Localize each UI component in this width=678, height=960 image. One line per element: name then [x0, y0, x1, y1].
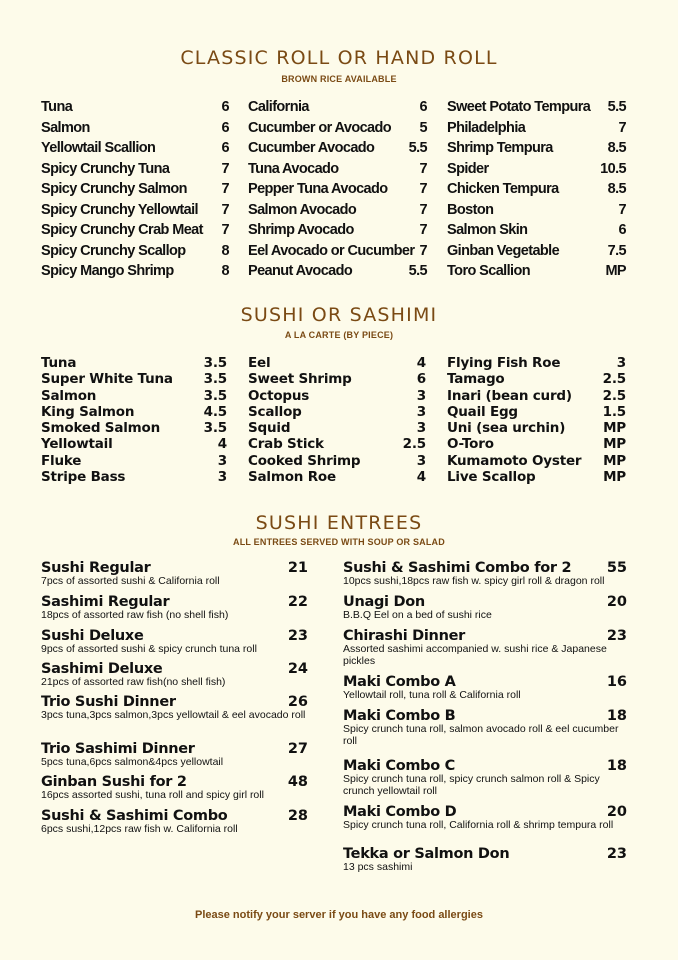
- item-name: Live Scallop: [447, 469, 536, 486]
- menu-item: [248, 469, 426, 485]
- item-name: Spicy Crunchy Yellowtail: [41, 201, 198, 218]
- item-name: Shrimp Avocado: [248, 222, 354, 238]
- entree-description: 18pcs of assorted raw fish (no shell fish): [41, 609, 229, 621]
- entree-description: 9pcs of assorted sushi & spicy crunch tuna roll: [41, 643, 257, 655]
- entree-price: 23: [606, 628, 627, 644]
- menu-item: [41, 99, 229, 120]
- menu-item: [447, 469, 626, 485]
- entrees-subtitle: ALL ENTREES SERVED WITH SOUP OR SALAD: [233, 537, 445, 547]
- menu-item: [447, 453, 626, 469]
- entree-description: Yellowtail roll, tuna roll & California roll: [343, 689, 521, 701]
- entree-item: [343, 628, 627, 667]
- item-name: Spicy Crunchy Scallop: [41, 242, 186, 259]
- entree-name: Maki Combo D: [343, 804, 457, 820]
- entree-name: Trio Sashimi Dinner: [41, 741, 195, 757]
- entree-price: 22: [287, 594, 308, 610]
- item-price: 4: [416, 355, 426, 371]
- item-name: Tuna: [41, 99, 73, 115]
- item-price: 6: [419, 99, 427, 115]
- menu-item: [447, 355, 626, 371]
- item-price: 7: [221, 160, 229, 177]
- menu-item: [447, 161, 626, 182]
- entree-item: [41, 661, 308, 689]
- menu-item: [248, 243, 427, 264]
- menu-item: [41, 263, 229, 284]
- entree-item: [41, 741, 308, 769]
- item-price: 6: [221, 140, 229, 156]
- item-price: 7.5: [607, 242, 626, 259]
- menu-item: [41, 436, 227, 452]
- menu-item: [248, 181, 427, 202]
- item-price: 7: [221, 201, 229, 218]
- item-price: 7: [419, 181, 427, 197]
- entree-name: Unagi Don: [343, 594, 425, 610]
- item-name: Spicy Crunchy Tuna: [41, 160, 170, 177]
- item-price: 4: [217, 436, 227, 453]
- entree-price: 55: [606, 560, 627, 576]
- item-name: Sweet Potato Tempura: [447, 99, 591, 115]
- menu-item: [447, 120, 626, 141]
- rolls-column-1: [41, 99, 229, 284]
- item-price: MP: [603, 420, 626, 437]
- menu-item: [41, 120, 229, 141]
- menu-item: [447, 99, 626, 120]
- entree-description: 6pcs sushi,12pcs raw fish w. California roll: [41, 823, 238, 835]
- entree-name: Sushi Regular: [41, 560, 151, 576]
- item-name: Kumamoto Oyster: [447, 452, 582, 469]
- item-price: 6: [221, 119, 229, 136]
- item-name: Cucumber Avocado: [248, 140, 375, 156]
- entrees-title: SUSHI ENTREES: [255, 512, 423, 534]
- item-name: Super White Tuna: [41, 371, 173, 388]
- menu-item: [447, 371, 626, 387]
- entree-price: 24: [287, 661, 308, 677]
- item-name: California: [248, 99, 309, 115]
- menu-item: [248, 355, 426, 371]
- item-price: 7: [221, 222, 229, 238]
- menu-item: [447, 263, 626, 284]
- item-price: 8.5: [607, 140, 626, 156]
- entree-item: [343, 594, 627, 622]
- entree-description: 7pcs of assorted sushi & California roll: [41, 575, 220, 587]
- entree-price: 18: [606, 708, 627, 724]
- item-name: Toro Scallion: [447, 263, 530, 279]
- entree-item: [41, 694, 308, 722]
- item-name: Sweet Shrimp: [248, 371, 352, 388]
- entree-description: 13 pcs sashimi: [343, 861, 413, 873]
- item-name: Spicy Crunchy Salmon: [41, 181, 187, 197]
- item-name: Salmon: [41, 387, 97, 404]
- rolls-column-3: [447, 99, 626, 284]
- menu-item: [41, 371, 227, 387]
- entree-price: 48: [287, 774, 308, 790]
- item-name: Crab Stick: [248, 436, 324, 453]
- item-price: 6: [618, 222, 626, 238]
- entree-item: [343, 708, 627, 747]
- entree-item: [343, 560, 627, 588]
- entree-item: [41, 594, 308, 622]
- entree-name: Chirashi Dinner: [343, 628, 465, 644]
- item-name: Spicy Crunchy Crab Meat: [41, 222, 203, 238]
- item-price: 10.5: [600, 160, 626, 177]
- menu-item: [41, 469, 227, 485]
- item-name: Cooked Shrimp: [248, 452, 361, 469]
- item-price: 2.5: [602, 387, 626, 404]
- menu-item: [447, 436, 626, 452]
- menu-item: [447, 404, 626, 420]
- item-name: Squid: [248, 420, 291, 437]
- item-price: 2.5: [402, 436, 426, 453]
- item-name: Peanut Avocado: [248, 263, 353, 279]
- item-name: Smoked Salmon: [41, 420, 161, 437]
- item-price: 5.5: [607, 99, 626, 115]
- menu-item: [447, 181, 626, 202]
- menu-item: [248, 453, 426, 469]
- allergy-notice: Please notify your server if you have any food allergies: [195, 909, 483, 921]
- item-price: 6: [221, 99, 229, 115]
- item-name: Spicy Mango Shrimp: [41, 263, 174, 279]
- menu-item: [41, 420, 227, 436]
- item-price: 3.5: [203, 355, 227, 371]
- entree-item: [41, 560, 308, 588]
- menu-item: [248, 120, 427, 141]
- item-name: Eel: [248, 355, 271, 371]
- item-price: 3.5: [203, 387, 227, 404]
- item-name: Spider: [447, 160, 489, 177]
- entree-price: 28: [287, 808, 308, 824]
- item-price: MP: [603, 452, 626, 469]
- item-price: MP: [603, 469, 626, 486]
- entree-price: 23: [287, 628, 308, 644]
- entree-price: 21: [287, 560, 308, 576]
- entree-description: 10pcs sushi,18pcs raw fish w. spicy girl roll & dragon roll: [343, 575, 605, 587]
- menu-item: [447, 243, 626, 264]
- entree-description: 16pcs assorted sushi, tuna roll and spicy girl roll: [41, 789, 264, 801]
- item-price: 5.5: [408, 140, 427, 156]
- entree-name: Tekka or Salmon Don: [343, 846, 510, 862]
- entree-description: Spicy crunch tuna roll, salmon avocado roll & eel cucumber roll: [343, 723, 619, 747]
- entree-name: Maki Combo B: [343, 708, 456, 724]
- item-price: 7: [419, 160, 427, 177]
- menu-item: [248, 161, 427, 182]
- item-name: Fluke: [41, 452, 82, 469]
- entree-description: Spicy crunch tuna roll, California roll & shrimp tempura roll: [343, 819, 614, 831]
- item-price: 7: [221, 181, 229, 197]
- entree-price: 16: [606, 674, 627, 690]
- item-name: King Salmon: [41, 403, 135, 420]
- menu-item: [248, 263, 427, 284]
- entree-item: [41, 628, 308, 656]
- item-name: Pepper Tuna Avocado: [248, 181, 388, 197]
- item-price: 4.5: [203, 403, 227, 420]
- item-price: 8: [221, 242, 229, 259]
- entree-price: 26: [287, 694, 308, 710]
- entree-price: 23: [606, 846, 627, 862]
- menu-item: [41, 355, 227, 371]
- entree-price: 27: [287, 741, 308, 757]
- entree-name: Trio Sushi Dinner: [41, 694, 176, 710]
- entree-price: 20: [606, 594, 627, 610]
- menu-item: [41, 453, 227, 469]
- sashimi-column-2: [248, 355, 426, 485]
- item-name: Salmon Avocado: [248, 201, 357, 218]
- menu-item: [41, 181, 229, 202]
- item-name: Quail Egg: [447, 403, 518, 420]
- item-price: MP: [605, 263, 626, 279]
- item-name: Cucumber or Avocado: [248, 119, 392, 136]
- rolls-subtitle: BROWN RICE AVAILABLE: [281, 74, 397, 84]
- entree-item: [343, 674, 627, 702]
- entree-description: B.B.Q Eel on a bed of sushi rice: [343, 609, 492, 621]
- item-name: Chicken Tempura: [447, 181, 559, 197]
- item-price: 3: [217, 452, 227, 469]
- item-name: Salmon: [41, 119, 90, 136]
- item-name: O-Toro: [447, 436, 494, 453]
- menu-item: [248, 404, 426, 420]
- rolls-title: CLASSIC ROLL OR HAND ROLL: [180, 47, 498, 69]
- menu-item: [248, 99, 427, 120]
- item-price: 3: [416, 420, 426, 437]
- item-name: Flying Fish Roe: [447, 355, 561, 371]
- item-name: Tuna Avocado: [248, 160, 339, 177]
- entree-description: 5pcs tuna,6pcs salmon&4pcs yellowtail: [41, 756, 224, 768]
- item-price: 7: [419, 242, 427, 259]
- item-name: Eel Avocado or Cucumber: [248, 242, 415, 259]
- item-name: Octopus: [248, 387, 310, 404]
- item-name: Tamago: [447, 371, 505, 388]
- entree-description: 21pcs of assorted raw fish(no shell fish): [41, 676, 226, 688]
- entree-name: Sushi Deluxe: [41, 628, 144, 644]
- menu-item: [447, 388, 626, 404]
- item-price: 6: [416, 371, 426, 388]
- menu-item: [447, 140, 626, 161]
- item-price: 5: [419, 119, 427, 136]
- item-name: Uni (sea urchin): [447, 420, 566, 437]
- sashimi-column-3: [447, 355, 626, 485]
- item-price: 7: [419, 201, 427, 218]
- entree-description: 3pcs tuna,3pcs salmon,3pcs yellowtail & eel avocado roll: [41, 709, 306, 721]
- entree-item: [343, 846, 627, 874]
- menu-item: [248, 388, 426, 404]
- item-price: 7: [419, 222, 427, 238]
- menu-item: [41, 161, 229, 182]
- sashimi-title: SUSHI OR SASHIMI: [240, 304, 438, 326]
- item-name: Salmon Roe: [248, 469, 336, 486]
- entree-name: Ginban Sushi for 2: [41, 774, 187, 790]
- sashimi-subtitle: A LA CARTE (BY PIECE): [284, 330, 394, 340]
- entree-name: Maki Combo C: [343, 758, 456, 774]
- item-price: 3: [416, 387, 426, 404]
- item-price: 2.5: [602, 371, 626, 388]
- item-price: 3.5: [203, 420, 227, 437]
- item-name: Boston: [447, 201, 494, 218]
- item-name: Scallop: [248, 403, 302, 420]
- item-name: Yellowtail Scallion: [41, 140, 156, 156]
- item-price: 8.5: [607, 181, 626, 197]
- sashimi-column-1: [41, 355, 227, 485]
- entree-item: [41, 808, 308, 836]
- menu-item: [447, 420, 626, 436]
- entree-price: 20: [606, 804, 627, 820]
- item-price: 5.5: [408, 263, 427, 279]
- item-name: Inari (bean curd): [447, 387, 572, 404]
- item-price: 1.5: [602, 403, 626, 420]
- item-name: Philadelphia: [447, 119, 526, 136]
- item-name: Shrimp Tempura: [447, 140, 553, 156]
- menu-item: [248, 436, 426, 452]
- entree-description: Assorted sashimi accompanied w. sushi rice & Japanese pickles: [343, 643, 607, 667]
- item-price: 4: [416, 469, 426, 486]
- menu-item: [447, 202, 626, 223]
- menu-item: [447, 222, 626, 243]
- menu-item: [41, 243, 229, 264]
- entree-description: Spicy crunch tuna roll, spicy crunch salmon roll & Spicy crunch yellowtail roll: [343, 773, 600, 797]
- item-price: MP: [603, 436, 626, 453]
- menu-item: [41, 140, 229, 161]
- menu-item: [248, 140, 427, 161]
- item-price: 3: [616, 355, 626, 371]
- item-name: Ginban Vegetable: [447, 242, 560, 259]
- item-name: Salmon Skin: [447, 222, 528, 238]
- menu-item: [41, 202, 229, 223]
- item-name: Yellowtail: [41, 436, 113, 453]
- item-price: 3.5: [203, 371, 227, 388]
- menu-item: [41, 388, 227, 404]
- entree-name: Sushi & Sashimi Combo: [41, 808, 228, 824]
- item-price: 8: [221, 263, 229, 279]
- entree-item: [41, 774, 308, 802]
- menu-item: [41, 222, 229, 243]
- item-name: Stripe Bass: [41, 469, 126, 486]
- entree-item: [343, 804, 627, 832]
- item-price: 3: [416, 452, 426, 469]
- item-name: Tuna: [41, 355, 77, 371]
- menu-item: [248, 371, 426, 387]
- entree-item: [343, 758, 627, 797]
- item-price: 3: [217, 469, 227, 486]
- item-price: 7: [618, 119, 626, 136]
- entree-name: Maki Combo A: [343, 674, 456, 690]
- menu-item: [248, 222, 427, 243]
- entree-name: Sashimi Deluxe: [41, 661, 163, 677]
- item-price: 3: [416, 403, 426, 420]
- entree-name: Sashimi Regular: [41, 594, 170, 610]
- menu-item: [248, 202, 427, 223]
- menu-item: [248, 420, 426, 436]
- rolls-column-2: [248, 99, 427, 284]
- menu-item: [41, 404, 227, 420]
- entree-name: Sushi & Sashimi Combo for 2: [343, 560, 572, 576]
- item-price: 7: [618, 201, 626, 218]
- entree-price: 18: [606, 758, 627, 774]
